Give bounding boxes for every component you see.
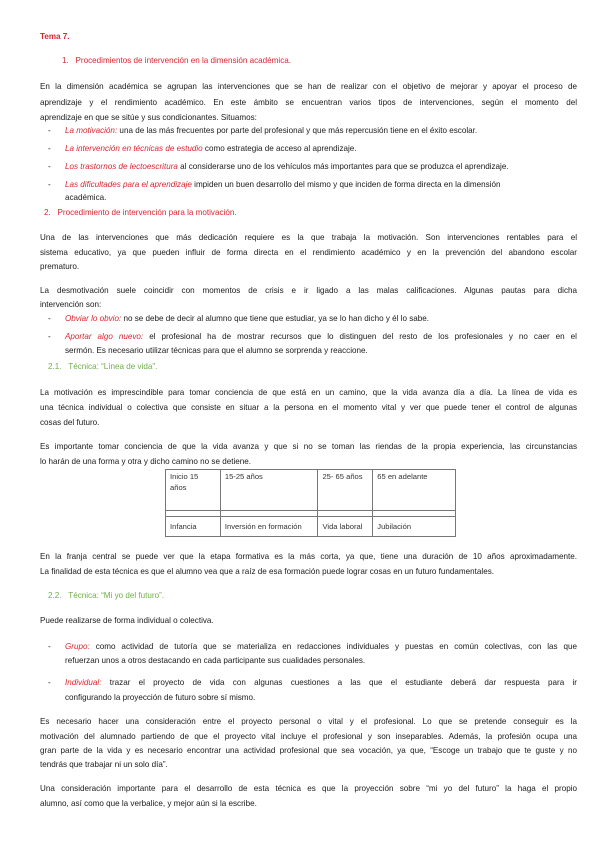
s22-p3-line1: Una consideración importante para el desarrollo de esta técnica es que la proyección sobre “mi yo del futuro” la haga el propio (40, 784, 577, 793)
table-cell: Vida laboral (318, 516, 373, 536)
s22-p3-line2: alumno, así como que la verbalice, y mejor aún si la escribe. (40, 799, 257, 808)
s22-bullet-1 (65, 640, 577, 654)
s21-p2-line2: lo harán de una forma y otra y dicho camino no se detiene. (40, 457, 252, 466)
s1-bullet-1 (65, 124, 477, 138)
bullet-dash: - (48, 332, 51, 341)
section-2-number: 2. (44, 208, 51, 217)
section-2-2-heading (48, 589, 164, 603)
s2-bullet-1-text: no se debe de decir al alumno que tiene que estudiar, ya se lo han dicho y él lo sabe. (121, 314, 430, 323)
s1-p1-line1: En la dimensión académica se agrupan las intervenciones que se han de realizar con el objetivo de mejorar y apoyar el proceso de (40, 82, 577, 91)
s22-bullet-1-cont: refuerzan unos a otros destacando en cada participante sus cualidades personales. (65, 656, 366, 665)
s22-p2-line2: motivación del alumnado partiendo de que el proyecto vital incluye el profesional y son inseparables. Además, la profesión ocupa una (40, 732, 577, 741)
s22-p2-line3: gran parte de la vida y es necesario encontrar una actividad profesional que sea vocación, ya que, “Escoge un trabajo que te guste y no (40, 746, 577, 755)
bullet-dash: - (48, 642, 51, 651)
s22-p2-line4: tendrás que trabajar ni un solo día”. (40, 760, 168, 769)
s2-bullet-2-term: Aportar algo nuevo: (65, 332, 144, 341)
table-cell: 15-25 años (220, 470, 318, 511)
s1-p1-line2: aprendizaje y el rendimiento académico. En este ámbito se encuentran varios tipos de intervenciones, según el momento del (40, 98, 577, 107)
s21-p1-line1: La motivación es imprescindible para tomar conciencia de que está en un camino, que la vida avanza día a día. La línea de vida es (40, 388, 577, 397)
s21-p2-line1: Es importante tomar conciencia de que la vida avanza y que si no se toman las riendas de la propia experiencia, las circunstancias (40, 442, 577, 451)
section-2-1-number: 2.1. (48, 362, 62, 371)
s1-p1-line3: aprendizaje en que se sitúe y sus condicionantes. Situamos: (40, 113, 257, 122)
s1-bullet-3-text: al considerarse uno de los vehículos más importantes para que se produzca el aprendizaje. (177, 162, 509, 171)
bullet-dash: - (48, 126, 51, 135)
s22-bullet-2 (65, 676, 577, 690)
s1-bullet-3-term: Los trastornos de lectoescritura (65, 162, 178, 171)
bullet-dash: - (48, 162, 51, 171)
s2-bullet-2 (65, 330, 577, 344)
life-line-table (165, 469, 456, 537)
section-2-1-heading (48, 360, 157, 374)
section-2-2-title: Técnica: “Mi yo del futuro”. (68, 591, 165, 600)
section-2-heading (44, 206, 237, 220)
s2-p1-line3: prematuro. (40, 262, 80, 271)
s22-bullet-2-term: Individual: (65, 678, 102, 687)
s21-p3-line2: La finalidad de esta técnica es que el alumno vea que a raíz de esa formación puede lograr cosas en un futuro fundamentales. (40, 567, 494, 576)
s2-bullet-1 (65, 312, 429, 326)
section-2-1-title: Técnica: “Línea de vida”. (68, 362, 158, 371)
section-1-number: 1. (62, 56, 69, 65)
table-cell: 65 en adelante (373, 470, 456, 511)
section-2-title: Procedimiento de intervención para la motivación. (57, 208, 237, 217)
s1-bullet-4-text: impiden un buen desarrollo del mismo y que inciden de forma directa en la dimensión (191, 180, 501, 189)
s2-p2-line2: intervención son: (40, 300, 102, 309)
bullet-dash: - (48, 144, 51, 153)
s1-bullet-4-cont: académica. (65, 193, 107, 202)
s2-p1-line1: Una de las intervenciones que más dedicación requiere es la que trabaja la motivación. Son intervenciones rentables para el (40, 233, 577, 242)
s1-bullet-2-text: como estrategia de acceso al aprendizaje. (202, 144, 357, 153)
s2-bullet-2-text: el profesional ha de mostrar recursos que lo distinguen del resto de los profesionales y no caer en el (143, 332, 577, 341)
s1-bullet-2-term: La intervención en técnicas de estudio (65, 144, 203, 153)
bullet-dash: - (48, 314, 51, 323)
table-cell: 25- 65 años (318, 470, 373, 511)
s22-p1: Puede realizarse de forma individual o colectiva. (40, 616, 214, 625)
section-1-heading (62, 54, 291, 68)
s21-p1-line2: una técnica individual o colectiva que consiste en situar a la persona en el momento vital y ver que puede tener el control de algunas (40, 403, 577, 412)
s1-bullet-3 (65, 160, 509, 174)
section-2-2-number: 2.2. (48, 591, 62, 600)
s2-p1-line2: sistema educativo, ya que pueden influir de forma directa en el rendimiento académico y en la prevención del abandono escolar (40, 248, 577, 257)
section-1-title: Procedimientos de intervención en la dimensión académica. (75, 56, 292, 65)
s22-bullet-1-text: como actividad de tutoría que se materializa en redacciones individuales y puestas en común colectivas, con las que (89, 642, 577, 651)
s21-p3-line1: En la franja central se puede ver que la etapa formativa es la más corta, ya que, tiene una duración de 10 años aproximadamente. (40, 552, 577, 561)
s1-bullet-1-text: una de las más frecuentes por parte del profesional y que más repercusión tiene en el éxito escolar. (117, 126, 478, 135)
s21-p1-line3: cosas del futuro. (40, 418, 100, 427)
table-cell: Infancia (166, 516, 221, 536)
s1-bullet-1-term: La motivación: (65, 126, 118, 135)
s2-p2-line1: La desmotivación suele coincidir con momentos de crisis e ir ligado a las malas calificaciones. Algunas pautas para dicha (40, 286, 577, 295)
s2-bullet-1-term: Obviar lo obvio: (65, 314, 122, 323)
tema-title: Tema 7. (40, 32, 70, 41)
s1-bullet-4 (65, 178, 501, 192)
s1-bullet-4-term: Las dificultades para el aprendizaje (65, 180, 192, 189)
bullet-dash: - (48, 678, 51, 687)
s22-bullet-1-term: Grupo: (65, 642, 90, 651)
s22-bullet-2-text: trazar el proyecto de vida con algunas cuestiones a las que el estudiante deberá dar respuesta para ir (101, 678, 577, 687)
table-cell: Jubilación (373, 516, 456, 536)
table-cell: Inversión en formación (220, 516, 318, 536)
s2-bullet-2-cont: sermón. Es necesario utilizar técnicas para que el alumno se sorprenda y reaccione. (65, 346, 368, 355)
s22-bullet-2-cont: configurando la proyección de futuro sobre sí mismo. (65, 693, 256, 702)
table-cell: Inicio 15 años (166, 470, 221, 511)
bullet-dash: - (48, 180, 51, 189)
s22-p2-line1: Es necesario hacer una consideración entre el proyecto personal o vital y el profesional. Lo que se pretende conseguir es la (40, 717, 577, 726)
s1-bullet-2 (65, 142, 357, 156)
